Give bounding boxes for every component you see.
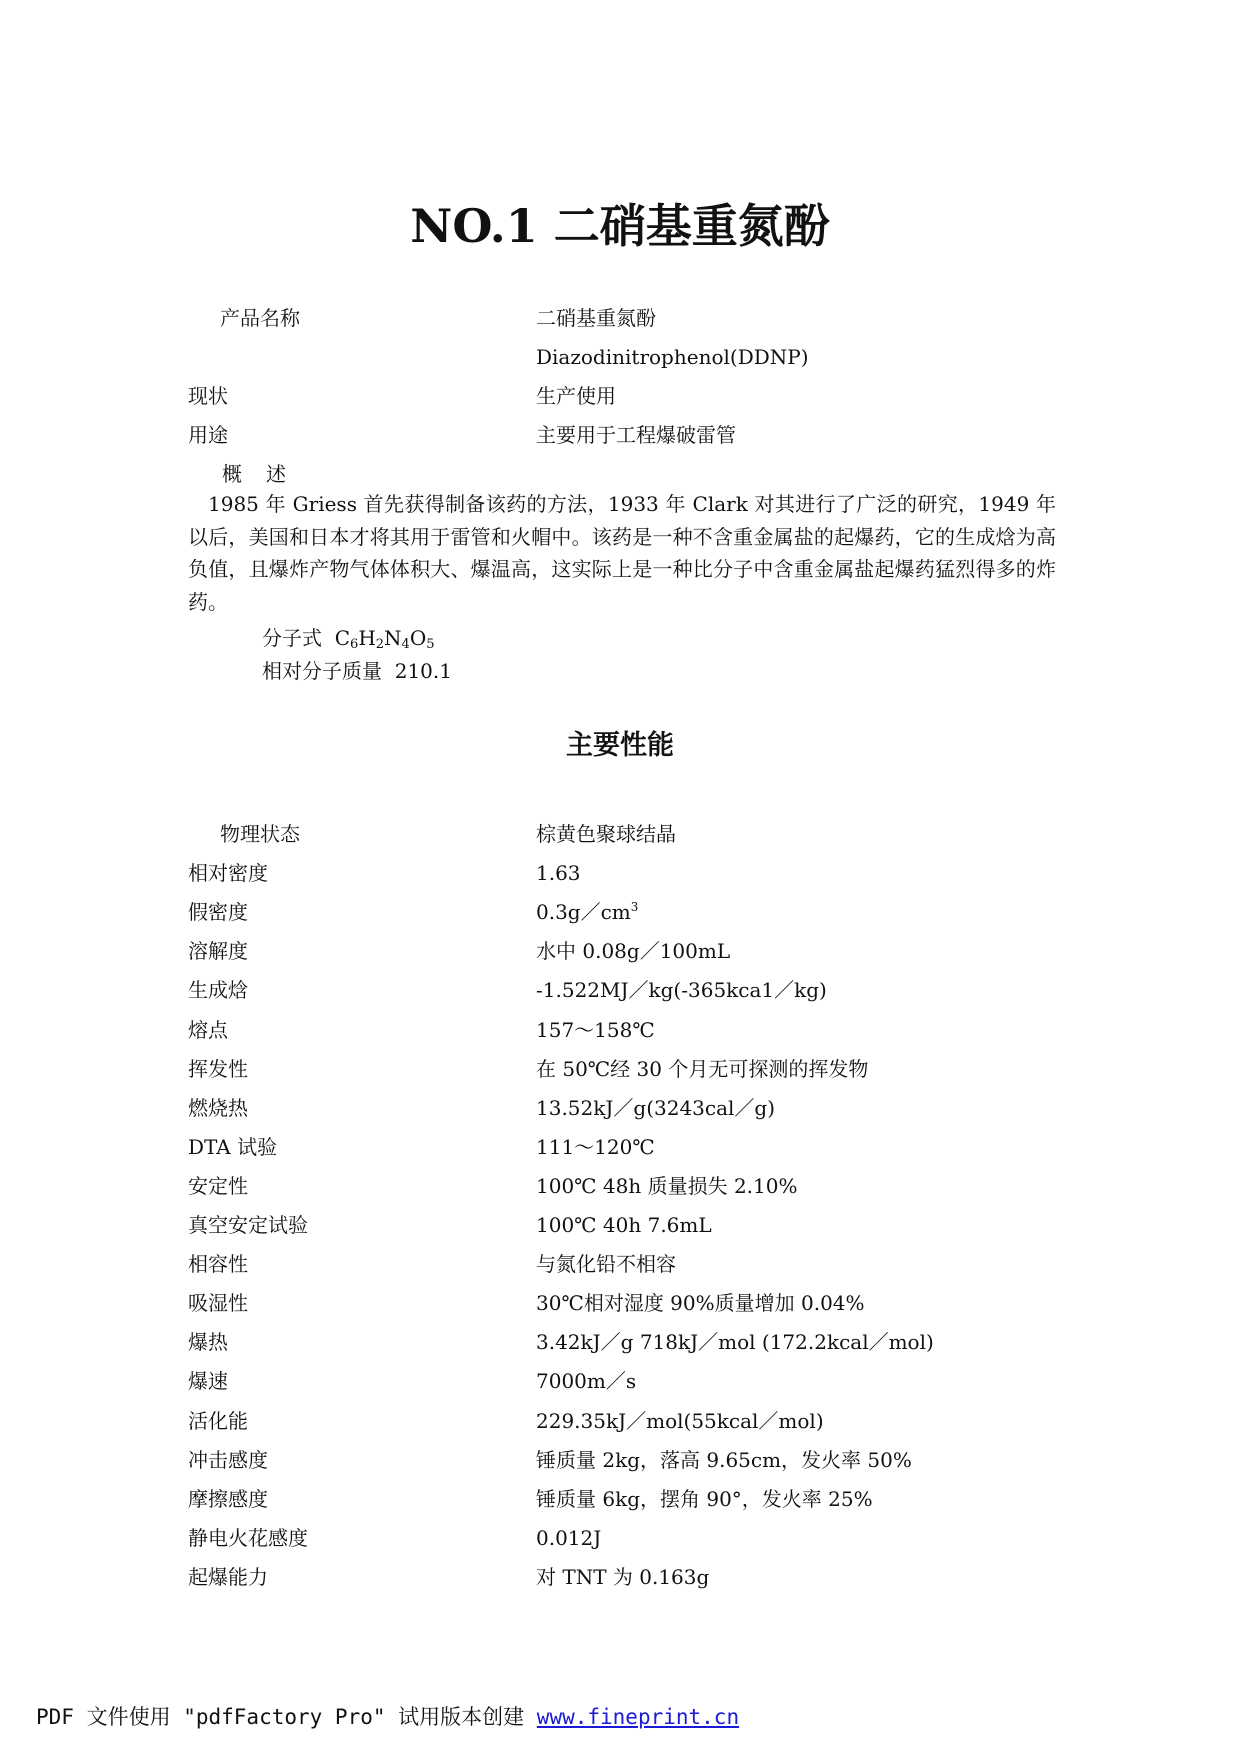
- property-value: 229.35kJ／mol(55kcal／mol): [536, 1409, 824, 1433]
- property-label: 活化能: [188, 1409, 248, 1433]
- property-label: 吸湿性: [188, 1291, 248, 1315]
- usage-value: 主要用于工程爆破雷管: [536, 423, 736, 447]
- property-value: 111～120℃: [536, 1135, 655, 1159]
- footer-text: PDF 文件使用 "pdfFactory Pro" 试用版本创建: [36, 1705, 537, 1729]
- property-value: 0.012J: [536, 1526, 602, 1550]
- product-name-label: 产品名称: [220, 306, 300, 330]
- property-label: 静电火花感度: [188, 1526, 308, 1550]
- overview-label-part2: 述: [266, 462, 286, 486]
- property-label: 熔点: [188, 1018, 228, 1042]
- property-value: -1.522MJ／kg(-365kca1／kg): [536, 978, 827, 1002]
- property-label: 假密度: [188, 900, 248, 924]
- molecular-mass-label: 相对分子质量: [262, 659, 382, 683]
- property-value: 100℃ 48h 质量损失 2.10%: [536, 1174, 798, 1198]
- property-value: 锤质量 6kg，摆角 90°，发火率 25%: [536, 1487, 873, 1511]
- property-label: 安定性: [188, 1174, 248, 1198]
- page-title: NO.1 二硝基重氮酚: [410, 199, 830, 253]
- property-label: 爆速: [188, 1369, 228, 1393]
- property-label: 挥发性: [188, 1057, 248, 1081]
- property-label: 生成焓: [188, 978, 248, 1002]
- product-name-value: 二硝基重氮酚: [536, 306, 656, 330]
- molecular-mass-value: 210.1: [394, 659, 452, 683]
- molecular-formula-label: 分子式: [262, 626, 322, 650]
- molecular-mass-row: [262, 654, 452, 688]
- property-label: 真空安定试验: [188, 1213, 308, 1237]
- property-label: DTA 试验: [188, 1135, 278, 1159]
- molecular-formula: $C_6H_2N_4O_5$: [334, 626, 435, 652]
- product-english-name-value: Diazodinitrophenol(DDNP): [536, 345, 809, 369]
- property-value: $0.3g/cm^3$: [536, 900, 639, 924]
- status-label: 现状: [188, 384, 228, 408]
- property-value: 棕黄色聚球结晶: [536, 822, 676, 846]
- property-value: 水中 0.08g／100mL: [536, 939, 731, 963]
- property-label: 物理状态: [220, 822, 300, 846]
- usage-label: 用途: [188, 423, 228, 447]
- property-value: 7000m／s: [536, 1369, 637, 1393]
- property-value: 与氮化铅不相容: [536, 1252, 676, 1276]
- section-heading: 主要性能: [566, 730, 674, 761]
- molecular-formula-row: [262, 621, 435, 655]
- property-label: 溶解度: [188, 939, 248, 963]
- overview-paragraph: 1985 年 Griess 首先获得制备该药的方法，1933 年 Clark 对其进行了广泛的研究，1949 年以后，美国和日本才将其用于雷管和火帽中。该药是一种不含重金属盐的起爆药，它的生成焓为高负值，且爆炸产物气体体积大、爆温高，这实际上是一种比分子中含重金属盐起爆药猛烈得多的炸药。: [188, 492, 1056, 614]
- property-value: 30℃相对湿度 90%质量增加 0.04%: [536, 1291, 865, 1315]
- property-value: 3.42kJ／g 718kJ／mol (172.2kcal／mol): [536, 1330, 934, 1354]
- property-label: 燃烧热: [188, 1096, 248, 1120]
- property-value: 在 50℃经 30 个月无可探测的挥发物: [536, 1057, 869, 1081]
- property-value: 157～158℃: [536, 1018, 655, 1042]
- property-label: 摩擦感度: [188, 1487, 268, 1511]
- property-label: 冲击感度: [188, 1448, 268, 1472]
- property-label: 相对密度: [188, 861, 268, 885]
- property-value: 100℃ 40h 7.6mL: [536, 1213, 712, 1237]
- footer-link[interactable]: www.fineprint.cn: [536, 1705, 740, 1729]
- property-value: 13.52kJ／g(3243cal／g): [536, 1096, 776, 1120]
- property-label: 起爆能力: [188, 1565, 268, 1589]
- property-value: 1.63: [536, 861, 581, 885]
- status-value: 生产使用: [536, 384, 616, 408]
- property-label: 爆热: [188, 1330, 228, 1354]
- footer: [36, 1700, 739, 1734]
- property-value: 锤质量 2kg，落高 9.65cm，发火率 50%: [536, 1448, 912, 1472]
- overview-label: [222, 456, 286, 492]
- property-label: 相容性: [188, 1252, 248, 1276]
- overview-label-part1: 概: [222, 462, 242, 486]
- property-value: 对 TNT 为 0.163g: [536, 1565, 710, 1589]
